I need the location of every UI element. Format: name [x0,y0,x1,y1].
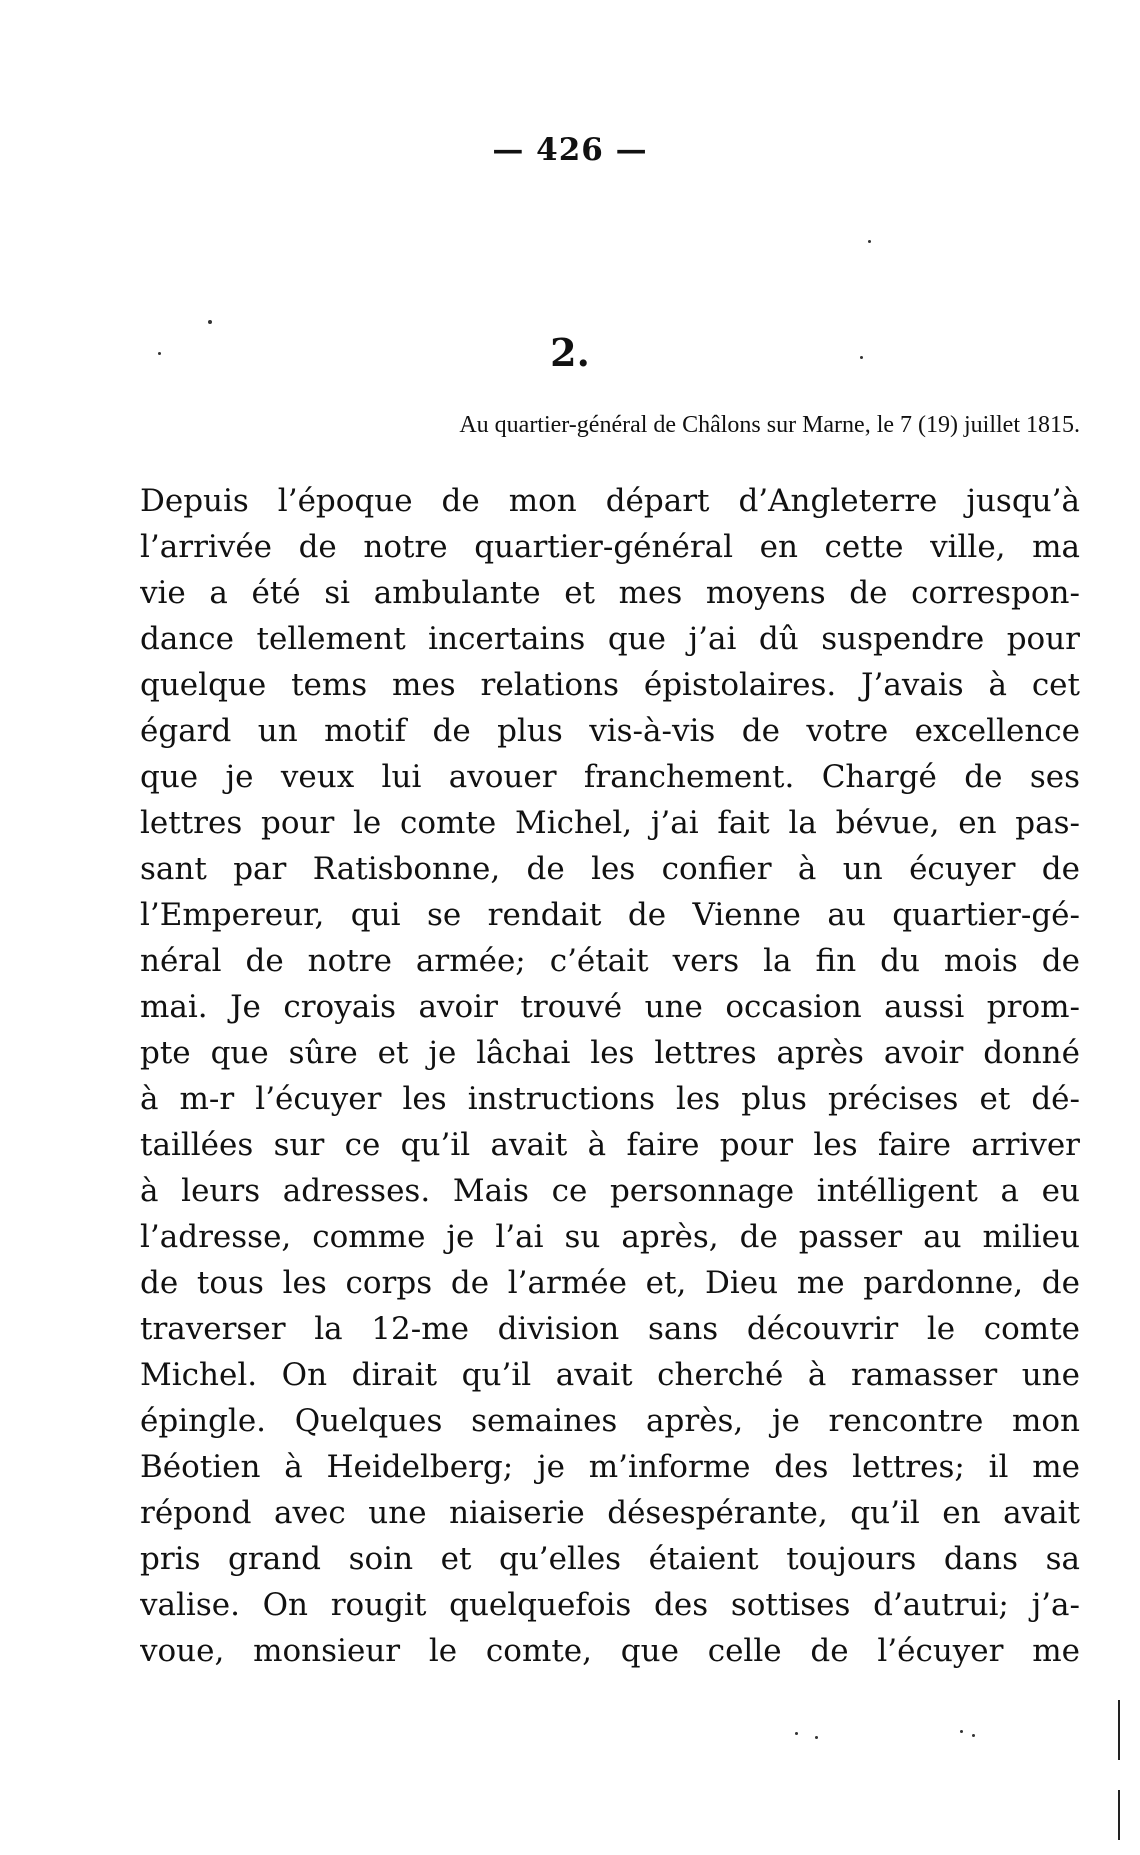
scan-speck [868,240,871,243]
scan-speck [960,1730,963,1733]
letter-dateline: Au quartier-général de Châlons sur Marne, le 7 (19) juillet 1815. [459,412,1080,438]
text-line: sant par Ratisbonne, de les confier à un écuyer de [140,851,1080,887]
scan-edge-mark [1118,1790,1120,1840]
text-line: Michel. On dirait qu’il avait cherché à ramasser une [140,1357,1080,1393]
text-line: l’arrivée de notre quartier-général en cette ville, ma [140,529,1080,565]
scan-speck [795,1732,798,1735]
text-line: égard un motif de plus vis-à-vis de votre excellence [140,713,1080,749]
text-line: à m-r l’écuyer les instructions les plus précises et dé- [140,1081,1080,1117]
text-line: néral de notre armée; c’était vers la fin du mois de [140,943,1080,979]
text-line: l’adresse, comme je l’ai su après, de passer au milieu [140,1219,1080,1255]
text-line: Béotien à Heidelberg; je m’informe des lettres; il me [140,1449,1080,1485]
text-line: lettres pour le comte Michel, j’ai fait la bévue, en pas- [140,805,1080,841]
text-line: taillées sur ce qu’il avait à faire pour les faire arriver [140,1127,1080,1163]
letter-body [140,478,1080,1674]
text-line: voue, monsieur le comte, que celle de l’écuyer me [140,1633,1080,1669]
scan-speck [972,1734,975,1737]
scan-speck [208,320,212,324]
scan-edge-mark [1118,1700,1120,1760]
text-line: traverser la 12-me division sans découvrir le comte [140,1311,1080,1347]
text-line: vie a été si ambulante et mes moyens de correspon- [140,575,1080,611]
scan-speck [158,352,161,355]
text-line: quelque tems mes relations épistolaires. J’avais à cet [140,667,1080,703]
text-line: répond avec une niaiserie désespérante, qu’il en avait [140,1495,1080,1531]
scan-speck [815,1736,818,1739]
text-line: Depuis l’époque de mon départ d’Angleterre jusqu’à [140,483,1080,519]
text-line: pris grand soin et qu’elles étaient toujours dans sa [140,1541,1080,1577]
scan-speck [860,356,863,359]
text-line: épingle. Quelques semaines après, je rencontre mon [140,1403,1080,1439]
text-line: mai. Je croyais avoir trouvé une occasion aussi prom- [140,989,1080,1025]
text-line: que je veux lui avouer franchement. Chargé de ses [140,759,1080,795]
page-number: — 426 — [492,132,648,168]
text-line: dance tellement incertains que j’ai dû suspendre pour [140,621,1080,657]
text-line: de tous les corps de l’armée et, Dieu me pardonne, de [140,1265,1080,1301]
text-line: valise. On rougit quelquefois des sottises d’autrui; j’a- [140,1587,1080,1623]
text-line: l’Empereur, qui se rendait de Vienne au quartier-gé- [140,897,1080,933]
text-line: pte que sûre et je lâchai les lettres après avoir donné [140,1035,1080,1071]
text-line: à leurs adresses. Mais ce personnage intélligent a eu [140,1173,1080,1209]
section-number: 2. [550,330,590,375]
